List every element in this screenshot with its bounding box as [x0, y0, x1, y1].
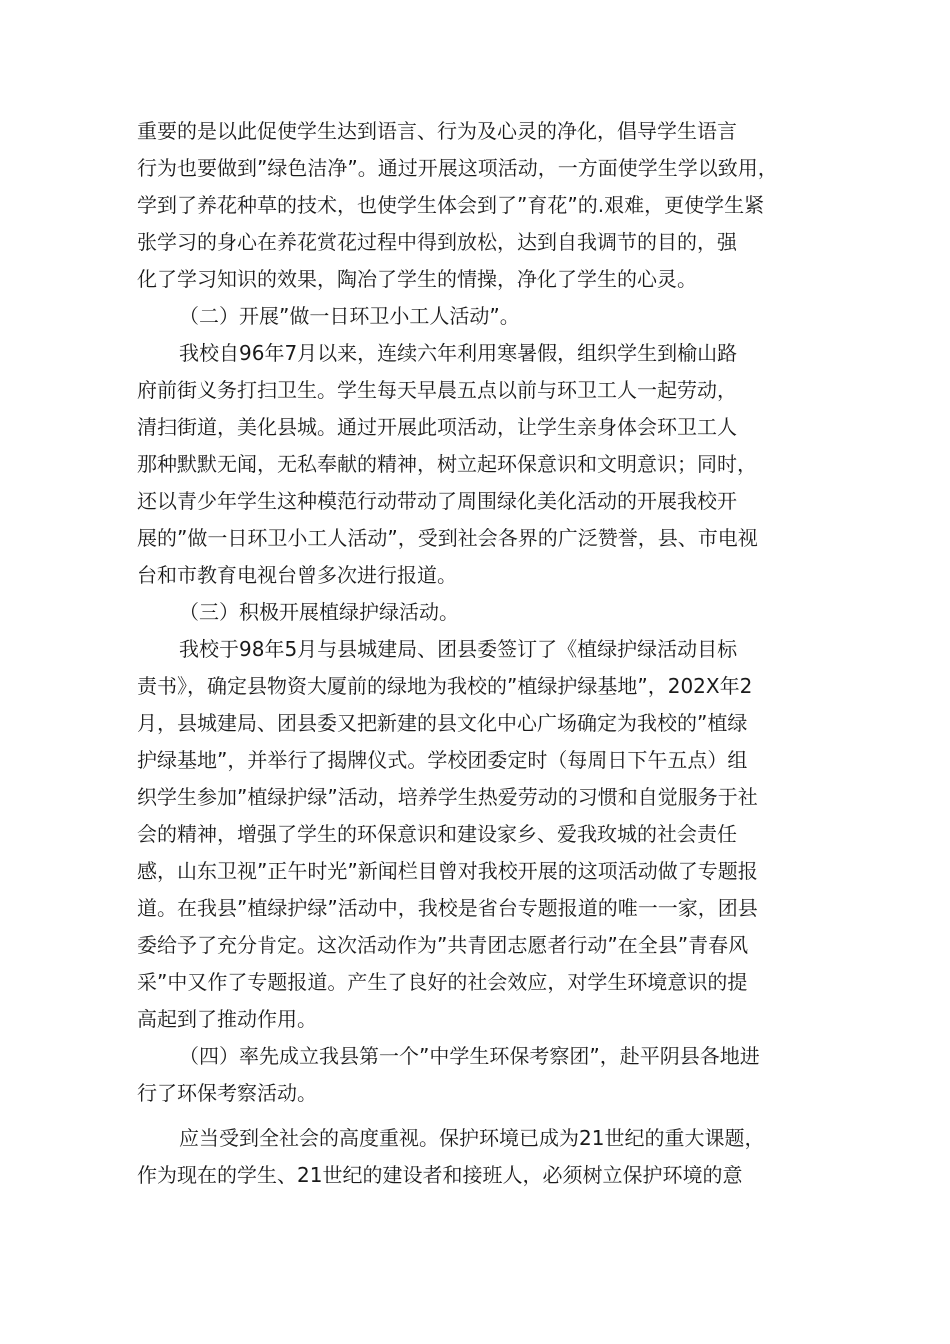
text-line: 府前街义务打扫卫生。学生每天早晨五点以前与环卫工人一起劳动， — [137, 378, 737, 402]
paragraph-first-line: 我校自96年7月以来，连续六年利用寒暑假，组织学生到榆山路 — [179, 341, 738, 365]
text-line: 采”中又作了专题报道。产生了良好的社会效应，对学生环境意识的提 — [137, 970, 748, 994]
text-line: 那种默默无闻，无私奉献的精神，树立起环保意识和文明意识；同时， — [137, 452, 757, 476]
body-text — [137, 113, 837, 1194]
text-line: 感，山东卫视”正午时光”新闻栏目曾对我校开展的这项活动做了专题报 — [137, 859, 758, 883]
text-line: 护绿基地”，并举行了揭牌仪式。学校团委定时（每周日下午五点）组 — [137, 748, 748, 772]
text-line: 学到了养花种草的技术，也使学生体会到了”育花”的.艰难，更使学生紧 — [137, 193, 765, 217]
text-line: 行了环保考察活动。 — [137, 1081, 317, 1105]
section-heading: （四）率先成立我县第一个”中学生环保考察团”，赴平阴县各地进 — [179, 1044, 760, 1068]
section-heading: （三）积极开展植绿护绿活动。 — [179, 600, 459, 624]
text-line: 台和市教育电视台曾多次进行报道。 — [137, 563, 457, 587]
text-line: 行为也要做到”绿色洁净”。通过开展这项活动，一方面使学生学以致用， — [137, 156, 778, 180]
text-line: 责书》，确定县物资大厦前的绿地为我校的”植绿护绿基地”，202X年2 — [137, 674, 753, 698]
text-line: 委给予了充分肯定。这次活动作为”共青团志愿者行动”在全县”青春风 — [137, 933, 749, 957]
paragraph-first-line: 应当受到全社会的高度重视。保护环境已成为21世纪的重大课题， — [179, 1126, 765, 1150]
text-line: 还以青少年学生这种模范行动带动了周围绿化美化活动的开展我校开 — [137, 489, 737, 513]
text-line: 会的精神，增强了学生的环保意识和建设家乡、爱我玫城的社会责任 — [137, 822, 737, 846]
paragraph-spacer — [137, 1112, 837, 1120]
text-line: 月，县城建局、团县委又把新建的县文化中心广场确定为我校的”植绿 — [137, 711, 748, 735]
paragraph-first-line: 我校于98年5月与县城建局、团县委签订了《植绿护绿活动目标 — [179, 637, 738, 661]
text-line: 张学习的身心在养花赏花过程中得到放松，达到自我调节的目的，强 — [137, 230, 737, 254]
text-line: 展的”做一日环卫小工人活动”，受到社会各界的广泛赞誉，县、市电视 — [137, 526, 758, 550]
text-line: 高起到了推动作用。 — [137, 1007, 317, 1031]
text-line: 织学生参加”植绿护绿”活动，培养学生热爱劳动的习惯和自觉服务于社 — [137, 785, 758, 809]
text-line: 清扫街道，美化县城。通过开展此项活动，让学生亲身体会环卫工人 — [137, 415, 737, 439]
text-line: 重要的是以此促使学生达到语言、行为及心灵的净化，倡导学生语言 — [137, 119, 737, 143]
text-line: 作为现在的学生、21世纪的建设者和接班人，必须树立保护环境的意 — [137, 1163, 743, 1187]
text-line: 道。在我县”植绿护绿”活动中，我校是省台专题报道的唯一一家，团县 — [137, 896, 758, 920]
section-heading: （二）开展”做一日环卫小工人活动”。 — [179, 304, 520, 328]
text-line: 化了学习知识的效果，陶冶了学生的情操，净化了学生的心灵。 — [137, 267, 697, 291]
